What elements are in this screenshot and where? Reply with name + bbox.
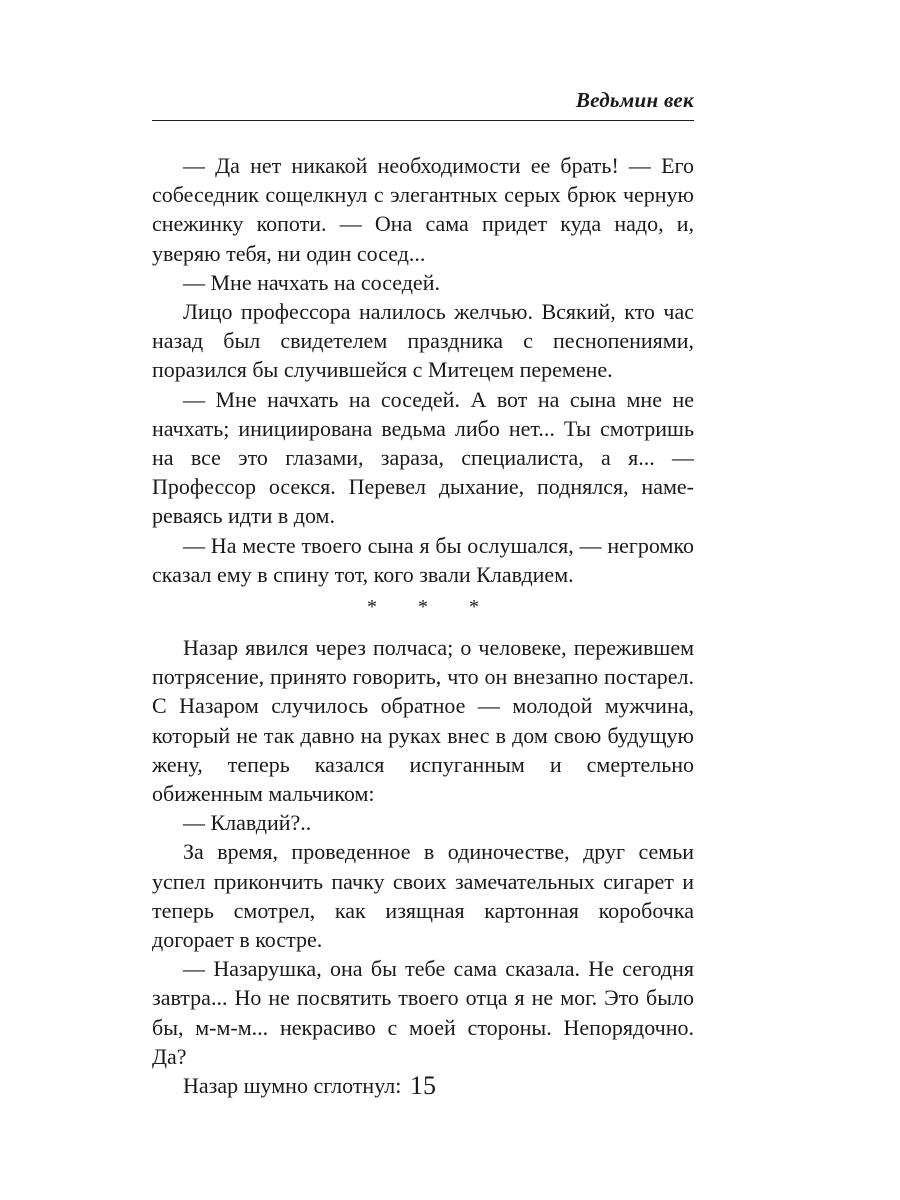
paragraph: За время, проведенное в одиночестве, друг семьи успел прикончить пачку своих замечательных сигарет и теперь смотрел, как изящная картонная коробочка догорает в костре. xyxy=(152,839,694,953)
header-rule xyxy=(152,120,694,121)
text-section-2 xyxy=(152,633,694,1100)
paragraph: — Назарушка, она бы тебе сама сказала. Не сегодня завтра... Но не посвятить твоего отца я не мог. Это было бы, м-м-м... некрасиво с моей стороны. Непорядочно. Да? xyxy=(152,956,694,1069)
paragraph: — Мне начхать на соседей. xyxy=(183,269,440,295)
paragraph: Назар явился через полчаса; о человеке, пережившем потрясение, принято говорить, что он внезапно постарел. С Назаром случилось обратное — молодой мужчина, который не так давно на руках внес в дом свою будущую жену, теперь казался испуганным и смертельно обиженным мальчиком: xyxy=(152,635,694,807)
paragraph: — Мне начхать на соседей. А вот на сына мне не начхать; инициирована ведьма либо нет... Ты смотришь на все это глазами, зараза, специалиста, а я... — Профессор осекся. Перевел дыхание, поднялся, намереваясь идти в дом. xyxy=(152,386,694,529)
text-section-1 xyxy=(152,151,694,589)
paragraph: — Клавдий?.. xyxy=(183,810,312,836)
paragraph: Назар шумно сглотнул: xyxy=(183,1073,402,1099)
running-title: Ведьмин век xyxy=(575,88,694,112)
section-separator: * * * xyxy=(367,596,497,618)
paragraph: Лицо профессора налилось желчью. Всякий, кто час назад был свидетелем праздника с песнопениями, поразился бы случившейся с Митецем перемене. xyxy=(152,299,694,383)
paragraph: — Да нет никакой необходимости ее брать! — Его собеседник сощелкнул с элегантных серых брюк черную снежинку копоти. — Она сама придет куда надо, и, уверяю тебя, ни один сосед... xyxy=(152,153,694,266)
paragraph: — На месте твоего сына я бы ослушался, — негромко сказал ему в спину тот, кого звали Клавдием. xyxy=(152,532,694,587)
page-number: 15 xyxy=(410,1071,436,1100)
